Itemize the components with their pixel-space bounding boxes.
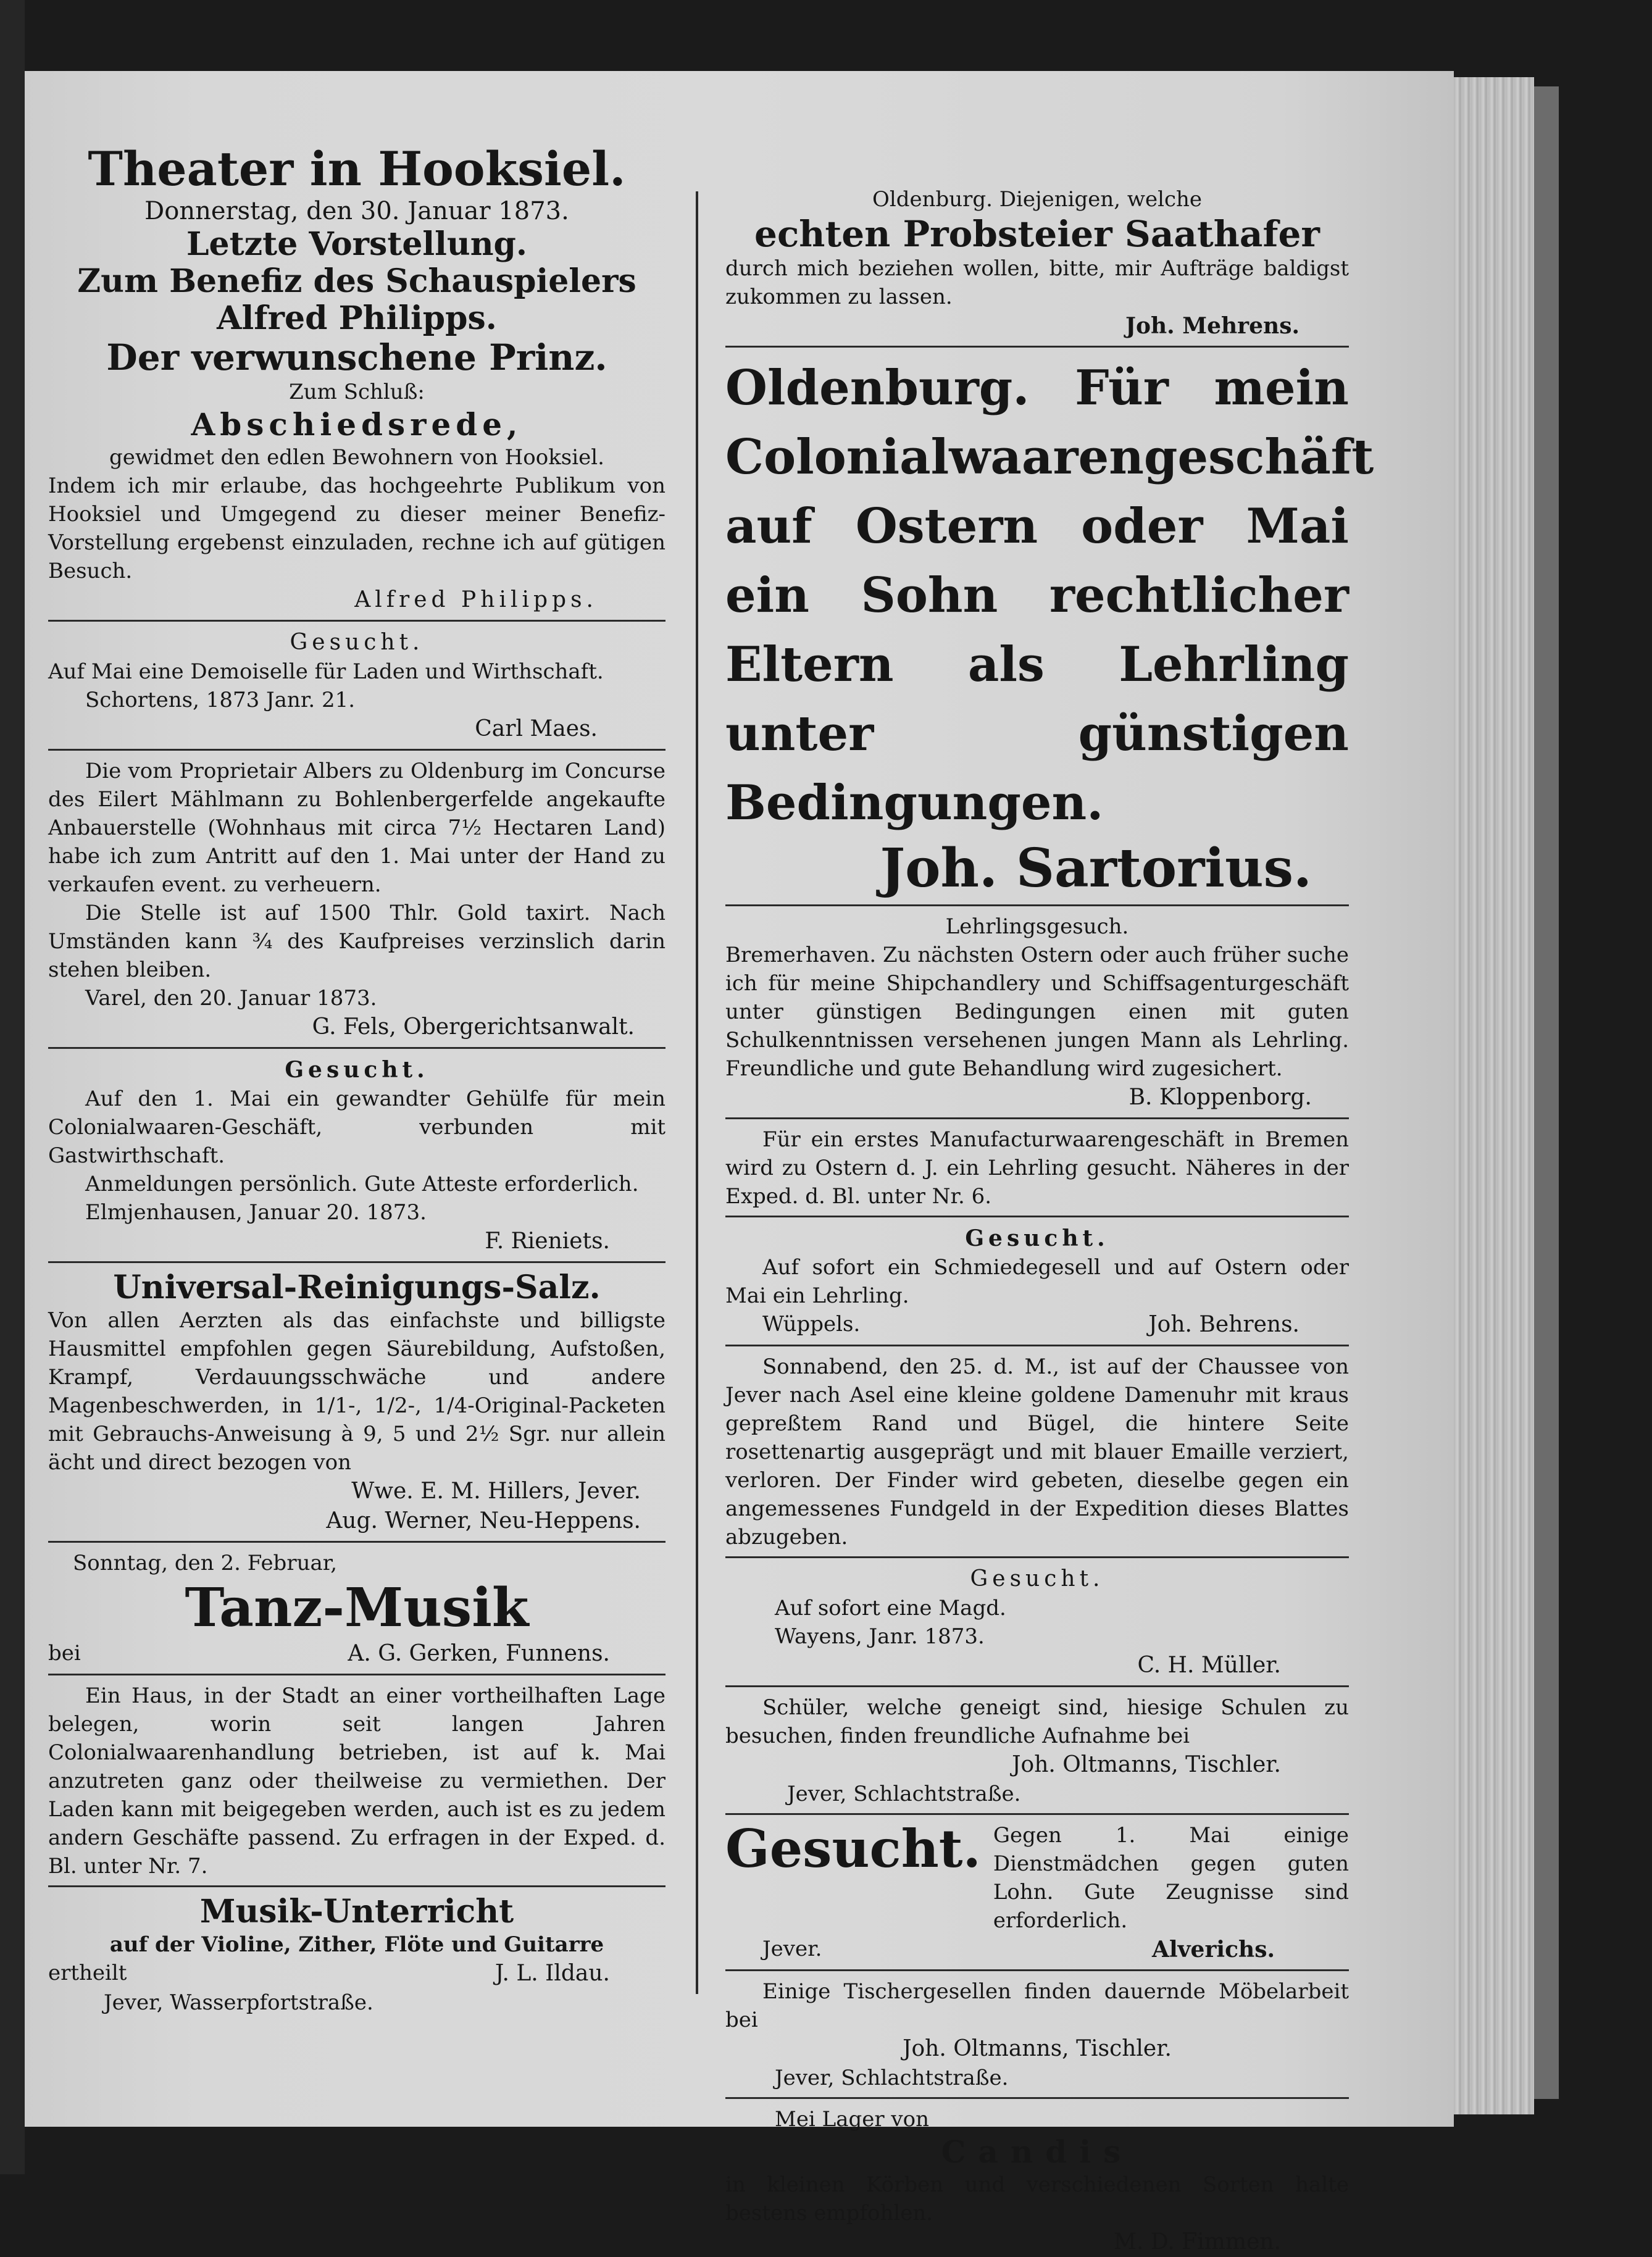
schueler-signature: Joh. Oltmanns, Tischler. xyxy=(1012,1752,1281,1777)
divider xyxy=(725,1216,1349,1217)
gesucht1-place: Schortens, 1873 Janr. 21. xyxy=(85,688,356,712)
ad-musik-unterricht xyxy=(48,1893,665,2017)
candis-title: Candis xyxy=(941,2134,1133,2170)
divider xyxy=(725,1969,1349,1971)
ad-gesucht-demoiselle xyxy=(48,628,665,744)
divider xyxy=(725,1556,1349,1558)
musik-title: Musik-Unterricht xyxy=(199,1893,514,1930)
salz-signature2: Aug. Werner, Neu-Heppens. xyxy=(326,1508,641,1533)
divider xyxy=(48,1885,665,1887)
book-spine xyxy=(1534,86,1559,2099)
candis-signature: M. D. Fimmen. xyxy=(1114,2229,1281,2255)
schmiede-signature: Joh. Behrens. xyxy=(1148,1312,1299,1337)
tanz-host: A. G. Gerken, Funnens. xyxy=(348,1641,610,1666)
ad-schmiedegesell xyxy=(725,1224,1349,1340)
ad-dienstmaedchen xyxy=(725,1818,1349,1964)
schmiede-text: Auf sofort ein Schmiedegesell und auf Ostern oder Mai ein Lehrling. xyxy=(725,1255,1349,1308)
divider xyxy=(725,1117,1349,1119)
magd-head: Gesucht. xyxy=(970,1566,1104,1592)
theater-abschied: Abschiedsrede, xyxy=(191,406,523,443)
theater-line3: Alfred Philipps. xyxy=(217,299,497,337)
theater-gewidmet: gewidmet den edlen Bewohnern von Hooksiel. xyxy=(109,445,604,470)
musik-line: auf der Violine, Zither, Flöte und Guitarre xyxy=(109,1932,604,1957)
right-column xyxy=(725,142,1374,2257)
candis-intro: Mei Lager von xyxy=(775,2107,929,2132)
theater-line1: Letzte Vorstellung. xyxy=(186,225,528,263)
divider xyxy=(48,749,665,751)
gesucht1-text: Auf Mai eine Demoiselle für Laden und Wirthschaft. xyxy=(48,659,604,684)
saathafer-text: durch mich beziehen wollen, bitte, mir Aufträge baldigst zukommen zu lassen. xyxy=(725,256,1349,309)
dienst-text: Gegen 1. Mai einige Dienstmädchen gegen guten Lohn. Gute Zeugnisse sind erforderlich. xyxy=(993,1823,1349,1933)
magd-signature: C. H. Müller. xyxy=(1137,1653,1281,1678)
saathafer-intro: Oldenburg. Diejenigen, welche xyxy=(872,187,1203,212)
musik-erteilt: ertheilt xyxy=(48,1961,127,1985)
damenuhr-text: Sonnabend, den 25. d. M., ist auf der Chaussee von Jever nach Asel eine kleine goldene Damenuhr mit kraus gepreßtem Rand und Bügel, die hintere Seite rosettenartig ausgeprägt und mit blauer Emaille verziert, verloren. Der Finder wird gebeten, dieselbe gegen ein angemessenes Fundgeld in der Expedition dieses Blattes abzugeben. xyxy=(725,1354,1349,1550)
ad-lehrling-sartorius xyxy=(725,354,1374,899)
magd-text: Auf sofort eine Magd. xyxy=(775,1596,1006,1621)
schmiede-head: Gesucht. xyxy=(965,1225,1109,1251)
theater-play: Der verwunschene Prinz. xyxy=(106,336,607,378)
stelle-place: Varel, den 20. Januar 1873. xyxy=(85,986,377,1011)
book-edge-left xyxy=(0,0,25,2174)
ad-candis xyxy=(725,2105,1349,2257)
bremerhaven-text: Bremerhaven. Zu nächsten Ostern oder auch früher suche ich für meine Shipchandlery und Schiffsagenturgeschäft unter günstigen Bedingungen einen mit guten Schulkenntnissen versehenen jungen Mann als Lehrling. Freundliche und gute Behandlung wird zugesichert. xyxy=(725,943,1349,1081)
manufactur-text: Für ein erstes Manufacturwaarengeschäft in Bremen wird zu Ostern d. J. ein Lehrling gesucht. Näheres in der Exped. d. Bl. unter Nr. 6. xyxy=(725,1127,1349,1209)
ad-magd xyxy=(725,1564,1349,1680)
divider xyxy=(48,1674,665,1675)
ad-haus xyxy=(48,1682,665,1880)
gesucht1-head: Gesucht. xyxy=(290,630,424,655)
dienst-place: Jever. xyxy=(762,1937,822,1961)
tanz-title: Tanz-Musik xyxy=(185,1577,529,1639)
gesucht2-place: Elmjenhausen, Januar 20. 1873. xyxy=(85,1200,427,1225)
gesucht2-text2: Anmeldungen persönlich. Gute Atteste erforderlich. xyxy=(85,1172,639,1196)
ad-manufactur xyxy=(725,1125,1349,1211)
ad-schueler xyxy=(725,1693,1349,1808)
divider xyxy=(48,1261,665,1263)
theater-line2: Zum Benefiz des Schauspielers xyxy=(77,262,636,300)
stelle-text2: Die Stelle ist auf 1500 Thlr. Gold taxirt. Nach Umständen kann ¾ des Kaufpreises verzinslich darin stehen bleiben. xyxy=(48,901,665,982)
theater-date: Donnerstag, den 30. Januar 1873. xyxy=(144,197,569,225)
stelle-text1: Die vom Proprietair Albers zu Oldenburg im Concurse des Eilert Mählmann zu Bohlenbergerfelde angekaufte Anbauerstelle (Wohnhaus mit circa 7½ Hectaren Land) habe ich zum Antritt auf den 1. Mai unter der Hand zu verkaufen event. zu verheuern. xyxy=(48,759,665,897)
schmiede-place: Wüppels. xyxy=(762,1312,861,1337)
tischler-text: Einige Tischergesellen finden dauernde Möbelarbeit bei xyxy=(725,1979,1349,2032)
divider xyxy=(725,1685,1349,1687)
dienst-head: Gesucht. xyxy=(725,1818,981,1879)
haus-text: Ein Haus, in der Stadt an einer vortheilhaften Lage belegen, worin seit langen Jahren Colonialwaarenhandlung betrieben, ist auf k. Mai anzutreten ganz oder theilweise zu vermiethen. Der Laden kann mit beigegeben werden, auch ist es zu jedem andern Geschäfte passend. Zu erfragen in der Exped. d. Bl. unter Nr. 7. xyxy=(48,1683,665,1879)
stelle-signature: G. Fels, Obergerichtsanwalt. xyxy=(312,1014,635,1040)
theater-signature: Alfred Philipps. xyxy=(354,587,598,612)
gesucht2-signature: F. Rieniets. xyxy=(485,1229,610,1254)
sartorius-text: Oldenburg. Für mein Colonialwaarengeschäft auf Ostern oder Mai ein Sohn rechtlicher Eltern als Lehrling unter günstigen Bedingungen. xyxy=(725,360,1374,831)
schueler-place: Jever, Schlachtstraße. xyxy=(787,1782,1021,1806)
ad-anbauerstelle xyxy=(48,757,665,1042)
schueler-text: Schüler, welche geneigt sind, hiesige Schulen zu besuchen, finden freundliche Aufnahme bei xyxy=(725,1695,1349,1748)
ad-damenuhr xyxy=(725,1353,1349,1551)
gesucht2-head: Gesucht. xyxy=(285,1057,429,1083)
tanz-bei: bei xyxy=(48,1641,81,1666)
sartorius-signature: Joh. Sartorius. xyxy=(880,837,1312,899)
divider xyxy=(725,346,1349,348)
salz-signature1: Wwe. E. M. Hillers, Jever. xyxy=(351,1479,641,1504)
gesucht1-signature: Carl Maes. xyxy=(475,716,598,741)
ad-gesucht-gehuelfe xyxy=(48,1055,665,1256)
theater-text: Indem ich mir erlaube, das hochgeehrte Publikum von Hooksiel und Umgegend zu dieser meiner Benefiz-Vorstellung ergebenst einzuladen, rechne ich auf gütigen Besuch. xyxy=(48,474,665,583)
ad-reinigungs-salz xyxy=(48,1269,665,1536)
tischler-signature: Joh. Oltmanns, Tischler. xyxy=(903,2036,1172,2061)
divider xyxy=(48,1541,665,1543)
saathafer-signature: Joh. Mehrens. xyxy=(1125,313,1299,339)
candis-text: in kleinen Körben und verschiedenen Sorten halte bestens empfohlen. xyxy=(725,2172,1349,2226)
bremerhaven-head: Lehrlingsgesuch. xyxy=(945,914,1129,939)
ad-bremerhaven xyxy=(725,912,1349,1112)
ad-tischergesellen xyxy=(725,1977,1349,2092)
saathafer-title: echten Probsteier Saathafer xyxy=(754,213,1320,255)
divider xyxy=(48,620,665,622)
divider xyxy=(725,2097,1349,2099)
salz-text: Von allen Aerzten als das einfachste und billigste Hausmittel empfohlen gegen Säurebildung, Aufstoßen, Krampf, Verdauungsschwäche und andere Magenbeschwerden, in 1/1-, 1/2-, 1/4-Original-Packeten mit Gebrauchs-Anweisung à 9, 5 und 2½ Sgr. nur allein ächt und direct bezogen von xyxy=(48,1308,665,1475)
column-divider xyxy=(696,191,698,1994)
left-column xyxy=(48,142,665,2017)
tanz-date: Sonntag, den 2. Februar, xyxy=(73,1551,338,1575)
dienst-signature: Alverichs. xyxy=(1152,1937,1275,1963)
divider xyxy=(725,1813,1349,1815)
theater-title: Theater in Hooksiel. xyxy=(88,141,626,196)
salz-title: Universal-Reinigungs-Salz. xyxy=(113,1269,601,1306)
page-stack-edge xyxy=(1454,77,1534,2114)
ad-saathafer xyxy=(725,185,1349,341)
ad-theater xyxy=(48,142,665,615)
divider xyxy=(725,904,1349,906)
musik-signature: J. L. Ildau. xyxy=(494,1961,610,1986)
bremerhaven-signature: B. Kloppenborg. xyxy=(1128,1085,1312,1110)
musik-place: Jever, Wasserpfortstraße. xyxy=(104,1990,373,2015)
theater-schluss: Zum Schluß: xyxy=(289,380,425,404)
divider xyxy=(48,1047,665,1049)
tischler-place: Jever, Schlachtstraße. xyxy=(775,2066,1009,2090)
magd-place: Wayens, Janr. 1873. xyxy=(775,1624,985,1649)
ad-tanz-musik xyxy=(48,1549,665,1669)
divider xyxy=(725,1345,1349,1346)
gesucht2-text1: Auf den 1. Mai ein gewandter Gehülfe für mein Colonialwaaren-Geschäft, verbunden mit Gastwirthschaft. xyxy=(48,1087,665,1168)
